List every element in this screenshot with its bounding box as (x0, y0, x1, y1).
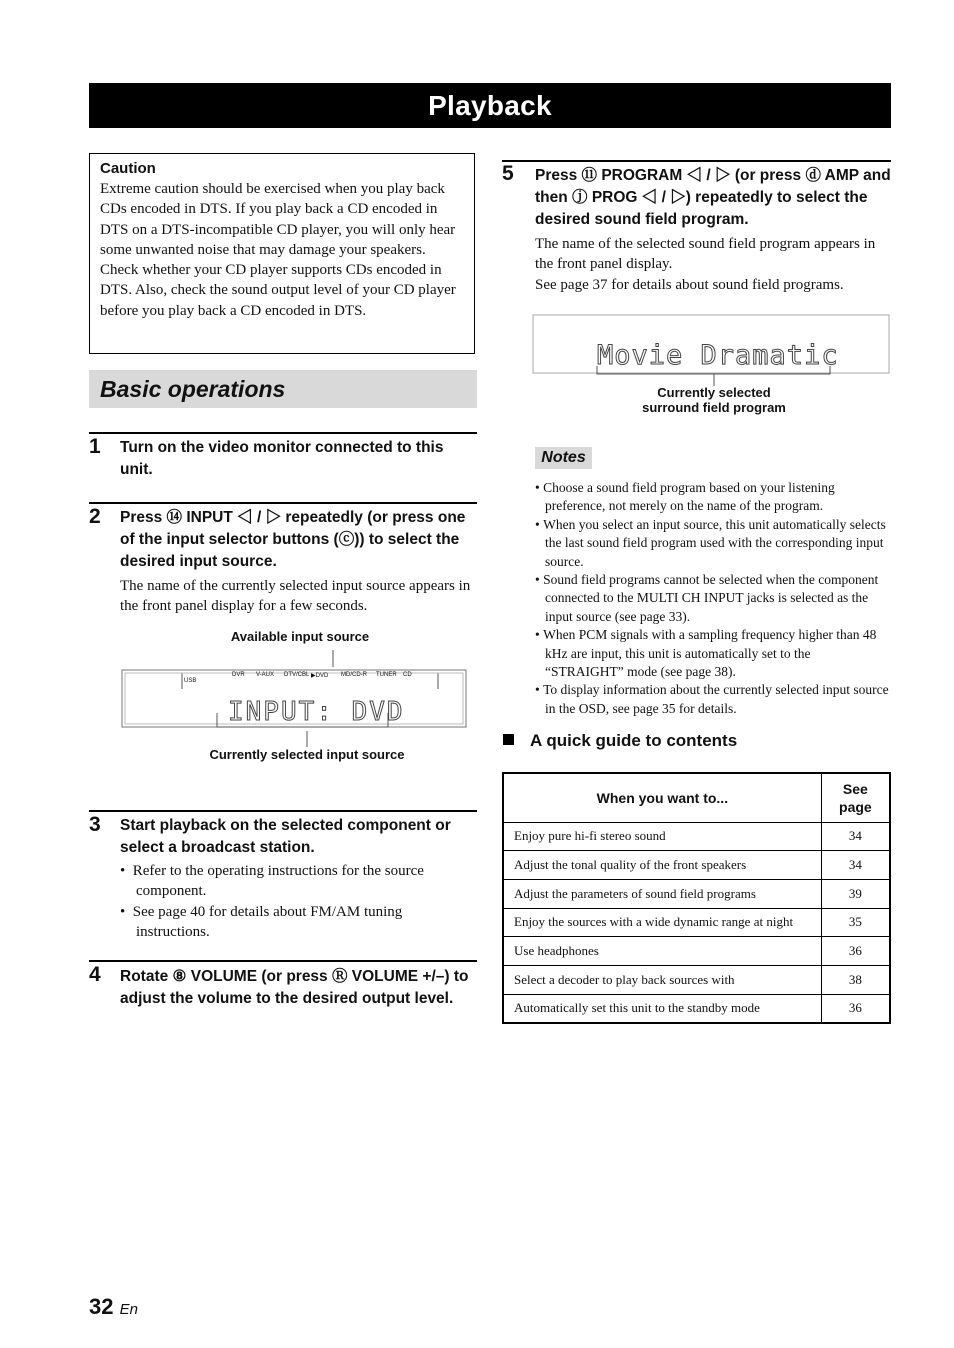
table-row: Adjust the parameters of sound field programs 39 (503, 879, 890, 908)
step-5-body (535, 234, 891, 295)
table-row: Automatically set this unit to the standby mode 36 (503, 994, 890, 1023)
header-see-page: See page (821, 773, 890, 822)
page-title: Playback (89, 83, 891, 128)
list-item: • Sound field programs cannot be selected when the component connected to the MULTI CH INPUT jacks is selected as the input source (see page 33). (535, 572, 879, 624)
table-row: Enjoy pure hi-fi stereo sound 34 (503, 822, 890, 851)
guide-table (502, 772, 891, 1024)
step-5-body-line1: The name of the selected sound field program appears in the front panel display. (535, 236, 876, 273)
indicator-dtvcbl: DTV/CBL (284, 672, 310, 678)
indicator-tuner: TUNER (376, 672, 397, 678)
step-1-number: 1 (89, 435, 101, 458)
step-3-heading: Start playback on the selected component or select a broadcast station. (120, 817, 451, 856)
step-divider (89, 502, 477, 504)
square-bullet-icon (503, 734, 514, 745)
selected-program-caption (594, 385, 834, 415)
caution-box (89, 153, 475, 354)
caption-line: surround field program (642, 400, 786, 415)
step-3-bullets (120, 861, 475, 942)
usb-indicator: USB (184, 678, 197, 684)
list-item: • Choose a sound field program based on your listening preference, not merely on the name of the program. (535, 480, 835, 514)
indicator-cd: CD (403, 672, 412, 678)
indicator-dvd: ▶DVD (311, 673, 329, 679)
list-item: • When you select an input source, this unit automatically selects the last sound field program used with the corresponding input source. (535, 516, 886, 569)
list-item: • To display information about the currently selected input source in the OSD, see page 35 for details. (535, 682, 889, 716)
available-input-caption: Available input source (230, 629, 370, 644)
step-2-heading: Press ⑭ INPUT ◁ / ▷ repeatedly (or press one of the input selector buttons (ⓒ)) to select the desired input source. (120, 509, 466, 570)
lcd-input-text: INPUT: DVD (228, 697, 405, 727)
step-4-number: 4 (89, 963, 101, 986)
table-header-row (503, 773, 890, 822)
notes-label: Notes (535, 447, 592, 469)
step-5-number: 5 (502, 162, 514, 185)
step-divider (89, 810, 477, 812)
guide-heading: A quick guide to contents (503, 731, 737, 751)
header-when: When you want to... (503, 773, 821, 822)
step-4-heading: Rotate ⑧ VOLUME (or press Ⓡ VOLUME +/–) to adjust the volume to the desired output level. (120, 968, 469, 1007)
table-row: Adjust the tonal quality of the front speakers 34 (503, 851, 890, 880)
step-2-body: The name of the currently selected input source appears in the front panel display for a few seconds. (120, 578, 471, 615)
step-1-heading: Turn on the video monitor connected to this unit. (120, 439, 444, 478)
caution-body: Extreme caution should be exercised when you play back CDs encoded in DTS. If you play back a CD encoded in DTS on a DTS-incompatible CD player, you will only hear some unwanted noise that may damage your speakers. Check whether your CD player supports CDs encoded in DTS. Also, check the sound output level of your CD player before you play back a CD encoded in DTS. (100, 181, 456, 319)
notes-list (535, 479, 890, 718)
selected-input-caption: Currently selected input source (209, 747, 405, 762)
step-2-number: 2 (89, 505, 101, 528)
page-number: 32 En (89, 1294, 138, 1319)
step-divider (89, 432, 477, 434)
indicator-vaux: V-AUX (256, 672, 275, 678)
caption-line: Currently selected (657, 385, 771, 400)
table-row: Select a decoder to play back sources with 38 (503, 965, 890, 994)
lcd-program-text: Movie Dramatic (597, 340, 839, 371)
step-5-body-line2: See page 37 for details about sound field programs. (535, 276, 844, 293)
list-item: • See page 40 for details about FM/AM tuning instructions. (120, 903, 403, 940)
indicator-dvr: DVR (232, 672, 245, 678)
section-title: Basic operations (89, 370, 477, 408)
step-3-number: 3 (89, 813, 101, 836)
table-row: Enjoy the sources with a wide dynamic range at night 35 (503, 908, 890, 937)
table-row: Use headphones 36 (503, 937, 890, 966)
indicator-mdcdr: MD/CD-R (341, 672, 367, 678)
step-5-heading: Press ⑪ PROGRAM ◁ / ▷ (or press ⓓ AMP and then ⓙ PROG ◁ / ▷) repeatedly to select the desired sound field program. (535, 167, 891, 228)
list-item: • Refer to the operating instructions for the source component. (120, 863, 424, 900)
caution-heading: Caution (100, 160, 156, 177)
step-divider (502, 160, 891, 162)
step-divider (89, 960, 477, 962)
list-item: • When PCM signals with a sampling frequency higher than 48 kHz are input, this unit is automatically set to the “STRAIGHT” mode (see page 38). (535, 627, 877, 680)
